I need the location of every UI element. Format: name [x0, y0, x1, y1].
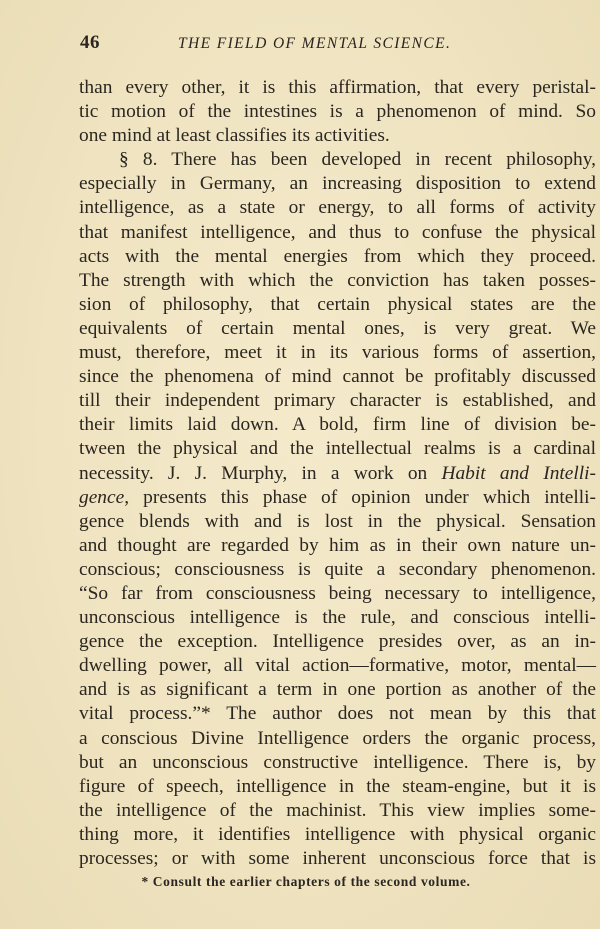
text-line: till their independent primary character is established, and [79, 390, 596, 412]
text-line: and thought are regarded by him as in their own nature un- [79, 534, 596, 556]
text-line: The strength with which the conviction has taken posses- [79, 269, 596, 291]
text-line: processes; or with some inherent unconscious force that is [79, 848, 596, 869]
text-line: dwelling power, all vital action—formative, motor, mental— [79, 655, 596, 677]
text-line: than every other, it is this affirmation, that every peristal- [79, 77, 596, 98]
text-line: thing more, it identifies intelligence with physical organic [79, 823, 596, 845]
book-title-italic: gence [79, 486, 125, 508]
text-line: and is as significant a term in one portion as another of the [79, 679, 596, 701]
text-line: must, therefore, meet it in its various forms of assertion, [79, 342, 596, 364]
page-number: 46 [80, 32, 100, 53]
section-8-start-line: § 8. There has been developed in recent philosophy, [119, 149, 596, 171]
text-line: unconscious intelligence is the rule, and conscious intelli- [79, 607, 596, 629]
text-line: one mind at least classifies its activities. [79, 125, 390, 147]
text-line-with-title [79, 486, 596, 510]
text-line: a conscious Divine Intelligence orders the organic process, [79, 727, 596, 749]
text-line: tween the physical and the intellectual realms is a cardinal [79, 438, 596, 460]
text-line: gence blends with and is lost in the physical. Sensation [79, 510, 596, 532]
text-segment: necessity. J. J. Murphy, in a work on [79, 462, 442, 484]
text-line: conscious; consciousness is quite a secondary phenomenon. [79, 558, 596, 580]
book-title-italic: Habit and Intelli- [441, 462, 597, 484]
footnote: * Consult the earlier chapters of the second volume. [141, 874, 471, 889]
text-line: tic motion of the intestines is a phenomenon of mind. So [79, 101, 596, 123]
text-line: but an unconscious constructive intelligence. There is, by [79, 751, 596, 773]
text-line: sion of philosophy, that certain physical states are the [79, 293, 596, 315]
text-line: that manifest intelligence, and thus to confuse the physical [79, 221, 596, 243]
text-line: figure of speech, intelligence in the steam-engine, but it is [79, 775, 596, 797]
text-line: equivalents of certain mental ones, is very great. We [79, 317, 596, 339]
running-head [80, 32, 600, 56]
text-line: “So far from consciousness being necessary to intelligence, [79, 582, 596, 604]
body-text [79, 76, 596, 871]
running-title: THE FIELD OF MENTAL SCIENCE. [178, 35, 452, 52]
text-line: their limits laid down. A bold, firm line of division be- [79, 414, 596, 436]
text-line: vital process.”* The author does not mean by this that [79, 703, 596, 725]
text-segment: , presents this phase of opinion under which intelli- [124, 486, 596, 508]
text-line: especially in Germany, an increasing disposition to extend [79, 173, 596, 195]
text-line: since the phenomena of mind cannot be profitably discussed [79, 366, 596, 388]
text-line-with-title [79, 462, 596, 486]
text-line: the intelligence of the machinist. This view implies some- [79, 799, 596, 821]
text-line: gence the exception. Intelligence presides over, as an in- [79, 631, 596, 653]
text-line: acts with the mental energies from which they proceed. [79, 245, 596, 267]
text-line: intelligence, as a state or energy, to all forms of activity [79, 197, 596, 219]
